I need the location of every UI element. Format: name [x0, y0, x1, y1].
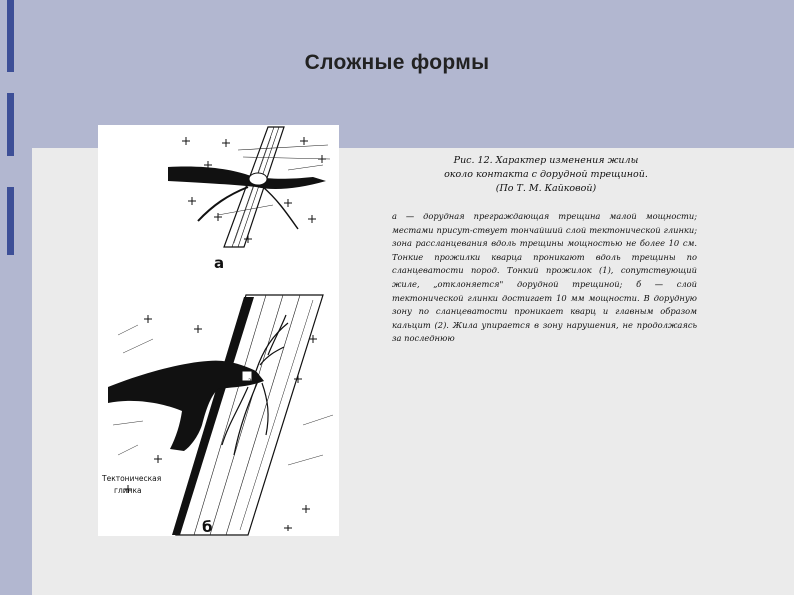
panel-a-label: а — [214, 254, 225, 272]
accent-bar-middle — [7, 93, 14, 156]
caption-line-3: (По Т. М. Кайковой) — [495, 183, 597, 194]
figure-description: а — дорудная преграждающая трещина малой мощности; местами присут-ствует тончайший слой тектонической глинки; зона рассланцевания вдоль трещины мощностью не более 10 см. Тонкие прожилки кварца проникают вдоль трещины по сланцеватости пород. Тонкий прожилок (1), сопутствующий жиле, „отклоняется" дорудной трещиной; б — слой тектонической глинки достигает 10 мм мощности. В дорудную зону по сланцеватости проникает кварц и главным образом кальцит (2). Жила упирается в зону нарушения, не продолжаясь за последнюю — [392, 211, 697, 344]
left-margin — [0, 0, 32, 595]
panel-b-illustration — [108, 295, 333, 535]
slide-title: Сложные формы — [304, 51, 490, 74]
caption-line-2: около контакта с дорудной трещиной. — [444, 169, 648, 180]
panel-a-illustration — [168, 127, 330, 247]
panel-b-label: б — [202, 518, 213, 536]
tectonic-clay-label-line2: глинка — [114, 486, 142, 495]
geology-figure — [98, 125, 339, 536]
accent-bar-bottom — [7, 187, 14, 255]
tectonic-clay-label-line1: Тектоническая — [102, 474, 162, 483]
caption-line-1: Рис. 12. Характер изменения жилы — [453, 155, 639, 166]
figure-caption — [436, 154, 656, 196]
marker-2: 2 — [248, 378, 252, 385]
